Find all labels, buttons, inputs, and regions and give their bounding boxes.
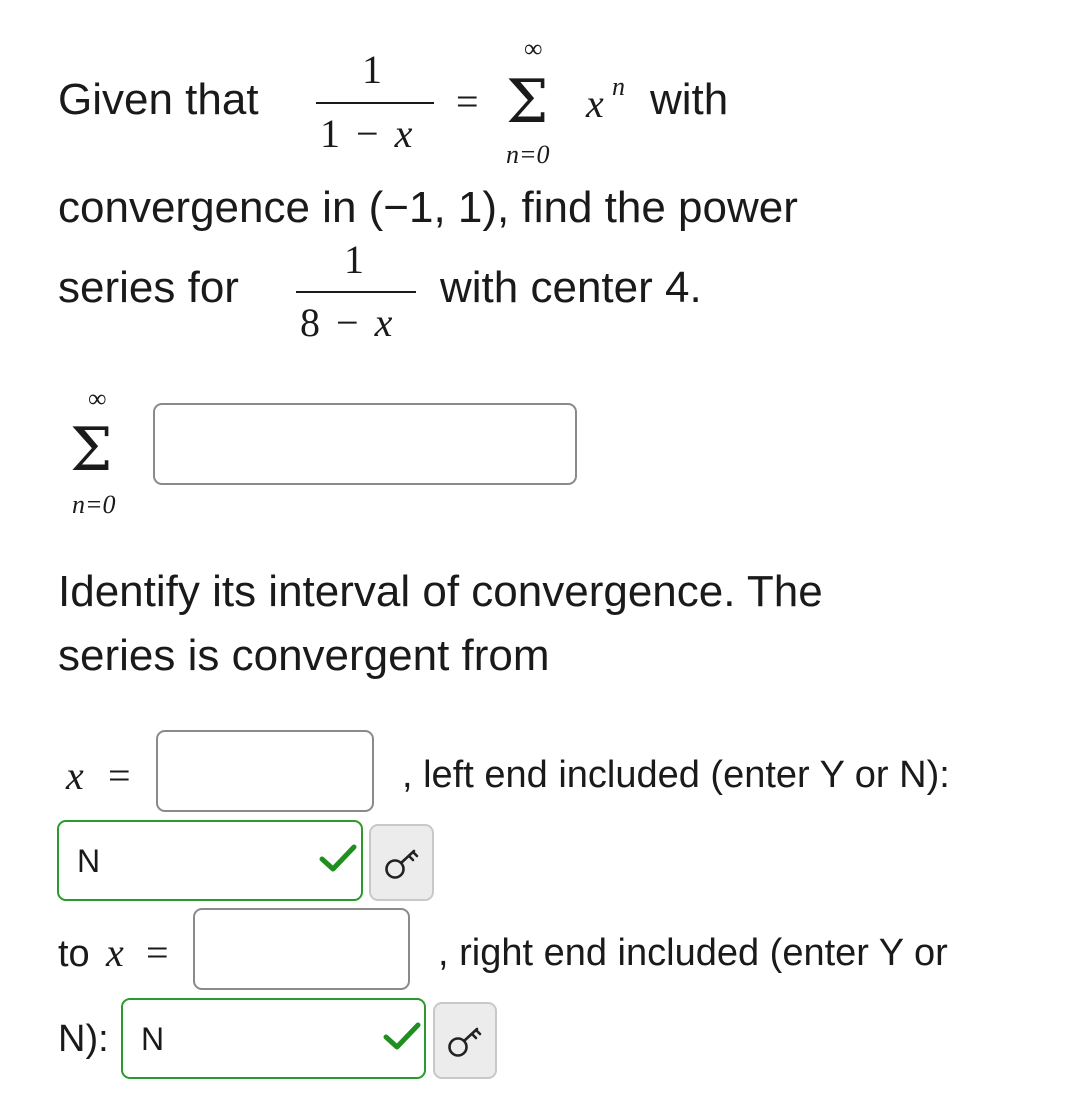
right-equals-sign: = [146,930,169,975]
question-text-with-center: with center 4. [440,263,702,312]
convergence-prompt-line1: Identify its interval of convergence. The [58,567,823,616]
x-power-exponent: n [612,72,625,101]
to-label: to [58,933,90,975]
fraction2-den-minus: − [336,300,359,345]
right-included-value: N [141,1020,165,1057]
key-icon [382,843,422,883]
x-power-base: x [586,81,604,126]
equals-sign: = [456,79,479,124]
left-endpoint-input[interactable] [156,730,374,812]
question-text-with: with [650,75,729,124]
key-icon [445,1021,485,1061]
question-text-series-for: series for [58,263,239,312]
fraction1-den-one: 1 [320,111,340,156]
fraction2-numerator: 1 [344,237,364,282]
sum2-lower-limit: n=0 [72,490,116,519]
sum1-sigma-icon: Σ [506,67,549,137]
left-equals-sign: = [108,753,131,798]
left-end-included-label: , left end included (enter Y or N): [402,754,950,796]
sum1-lower-limit: n=0 [506,140,550,169]
left-included-value: N [77,842,101,879]
right-included-answer-field[interactable] [121,998,426,1079]
right-end-included-label: , right end included (enter Y or [438,932,948,974]
fraction1-numerator: 1 [362,47,382,92]
check-icon [318,842,358,874]
question-text-convergence: convergence in (−1, 1), find the power [58,183,798,232]
fraction1-den-minus: − [356,111,379,156]
fraction1-denominator [320,111,413,156]
fraction1-bar [316,102,434,104]
convergence-prompt-line2: series is convergent from [58,631,550,680]
fraction2-den-x: x [374,300,393,345]
left-answer-key-button[interactable] [369,824,434,901]
fraction1-den-x: x [394,111,413,156]
series-term-input[interactable] [153,403,577,485]
sum1-upper-limit: ∞ [524,34,543,63]
right-end-included-label-cont: N): [58,1018,109,1060]
check-icon [382,1020,422,1052]
right-endpoint-input[interactable] [193,908,410,990]
question-text-given-that: Given that [58,75,259,124]
sum2-sigma-icon: Σ [70,415,113,485]
fraction2-denominator [300,300,393,345]
fraction2-bar [296,291,416,293]
right-x-label: x [106,930,124,975]
left-x-label: x [66,753,84,798]
right-answer-key-button[interactable] [433,1002,497,1079]
sum2-upper-limit: ∞ [88,384,107,413]
fraction2-den-eight: 8 [300,300,320,345]
